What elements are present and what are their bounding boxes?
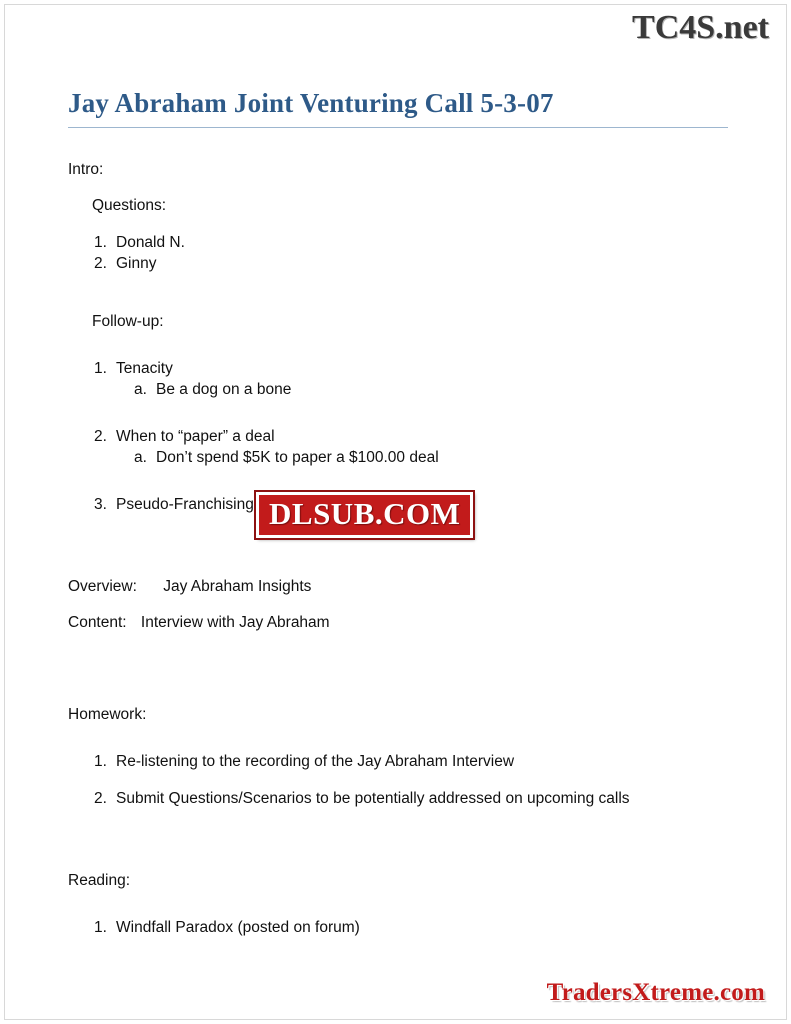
spacer [68, 561, 728, 577]
overview-label: Overview: [68, 578, 137, 595]
list-item [94, 917, 728, 938]
intro-label: Intro: [68, 161, 104, 178]
list-item [94, 358, 728, 379]
spacer [68, 891, 728, 917]
bottom-right-watermark: TradersXtreme.com [546, 979, 765, 1006]
list-marker: 2. [94, 428, 107, 445]
sub-list-item-label: Be a dog on a bone [156, 381, 292, 398]
overview-row [68, 577, 728, 597]
list-marker: 1. [94, 360, 107, 377]
list-marker: 2. [94, 790, 107, 807]
list-item-label: When to “paper” a deal [116, 428, 275, 445]
spacer [68, 274, 728, 312]
list-item-label: Donald N. [116, 234, 185, 251]
spacer [68, 725, 728, 751]
spacer [68, 809, 728, 855]
content-row [68, 613, 728, 633]
content-value: Interview with Jay Abraham [140, 614, 330, 631]
list-item-label: Pseudo-Franchising [116, 496, 254, 513]
spacer [68, 332, 728, 358]
list-marker: a. [134, 381, 147, 398]
reading-label: Reading: [68, 872, 131, 889]
list-marker: 1. [94, 919, 107, 936]
spacer [68, 633, 728, 679]
list-item [94, 253, 728, 274]
list-marker: 1. [94, 234, 107, 251]
list-item [94, 232, 728, 253]
spacer [68, 679, 728, 705]
list-marker: a. [134, 449, 147, 466]
top-right-watermark: TC4S.net [632, 9, 769, 46]
dlsub-stamp-watermark: DLSUB.COM [256, 492, 473, 538]
spacer [68, 468, 728, 494]
list-item-label: Tenacity [116, 360, 173, 377]
homework-label: Homework: [68, 706, 147, 723]
list-item [94, 751, 728, 772]
spacer [68, 597, 728, 613]
list-item-label: Re-listening to the recording of the Jay Abraham Interview [116, 753, 515, 770]
content-label: Content: [68, 614, 127, 631]
page-title: Jay Abraham Joint Venturing Call 5-3-07 [68, 88, 728, 128]
questions-label: Questions: [92, 197, 167, 214]
list-marker: 3. [94, 496, 107, 513]
reading-list [94, 917, 728, 938]
list-marker: 1. [94, 753, 107, 770]
spacer [68, 216, 728, 232]
list-item-label: Submit Questions/Scenarios to be potentially addressed on upcoming calls [116, 790, 630, 807]
sub-list-item [134, 379, 728, 400]
list-item-label: Windfall Paradox (posted on forum) [116, 919, 360, 936]
questions-list [94, 232, 728, 274]
spacer [68, 855, 728, 871]
sub-list-item [134, 447, 728, 468]
list-item-label: Ginny [116, 255, 157, 272]
list-item [94, 426, 728, 447]
homework-list [94, 751, 728, 809]
list-item [94, 788, 728, 809]
followup-label: Follow-up: [92, 313, 164, 330]
spacer [68, 180, 728, 196]
spacer [94, 772, 728, 788]
list-marker: 2. [94, 255, 107, 272]
overview-value: Jay Abraham Insights [163, 578, 312, 595]
spacer [68, 400, 728, 426]
sub-list-item-label: Don’t spend $5K to paper a $100.00 deal [156, 449, 439, 466]
